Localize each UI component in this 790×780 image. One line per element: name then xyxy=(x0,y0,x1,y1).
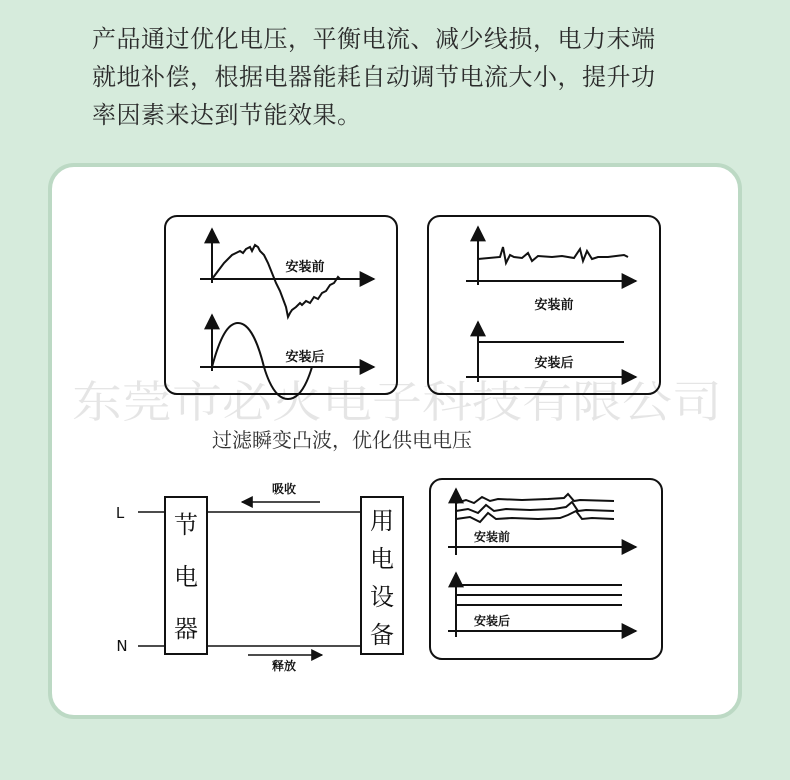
saver-char-1: 节 xyxy=(174,511,198,539)
diagram-card xyxy=(48,163,742,719)
panel-voltage-comparison xyxy=(428,216,660,394)
before-label: 安装前 xyxy=(473,530,511,544)
line-n-label: N xyxy=(116,637,128,655)
absorb-label: 吸收 xyxy=(271,482,297,496)
intro-line-3: 率因素来达到节能效果。 xyxy=(92,101,362,129)
before-label: 安装前 xyxy=(285,260,325,275)
after-label: 安装后 xyxy=(534,356,574,371)
before-label: 安装前 xyxy=(534,298,574,313)
device-char-3: 设 xyxy=(370,583,394,611)
device-char-4: 备 xyxy=(370,621,394,649)
watermark-text: 东莞市必火电子科技有限公司 xyxy=(72,378,722,427)
intro-line-2: 就地补偿，根据电器能耗自动调节电流大小，提升功 xyxy=(92,63,656,91)
after-label: 安装后 xyxy=(285,350,325,365)
diagram-caption: 过滤瞬变凸波，优化供电电压 xyxy=(212,428,472,452)
saver-char-3: 器 xyxy=(174,615,198,643)
circuit-diagram xyxy=(116,481,403,673)
diagram-svg xyxy=(52,167,738,715)
release-label: 释放 xyxy=(271,659,297,673)
device-char-2: 电 xyxy=(370,545,394,573)
panel-sine-comparison xyxy=(165,216,397,399)
panel-phase-comparison xyxy=(430,479,662,659)
device-char-1: 用 xyxy=(370,507,394,535)
saver-char-2: 电 xyxy=(174,563,198,591)
intro-text xyxy=(92,20,712,134)
line-l-label: L xyxy=(115,504,125,522)
intro-line-1: 产品通过优化电压，平衡电流、减少线损，电力末端 xyxy=(92,25,656,53)
after-label: 安装后 xyxy=(473,614,511,628)
